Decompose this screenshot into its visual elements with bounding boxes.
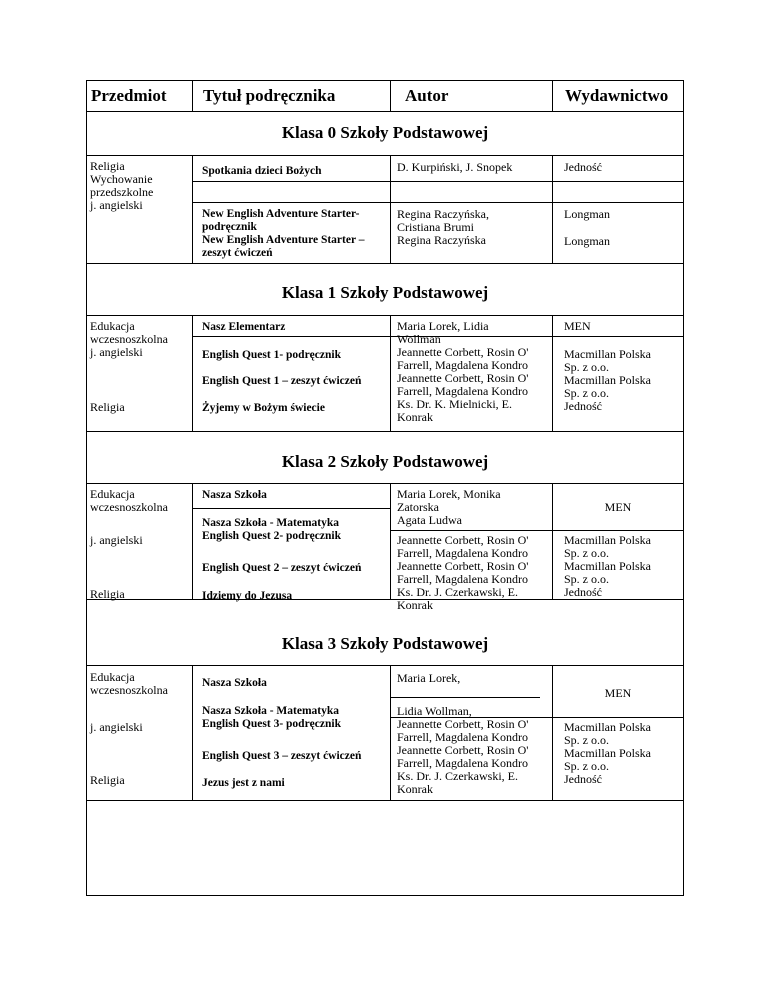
divider [192,315,193,431]
header-przedmiot: Przedmiot [91,86,167,105]
publisher-cell: Longman [564,234,610,248]
divider [192,181,683,182]
divider [87,431,683,432]
title-cell: Nasza Szkoła - Matematyka English Quest 2- podręcznik [202,517,341,542]
author-cell: Lidia Wollman, Jeannette Corbett, Rosin O' Farrell, Magdalena Kondro Jeannette Corbett, Rosin O' Farrell, Magdalena Kondro Ks. Dr. J. Czerkawski, E. Konrak [397,704,529,796]
publisher-cell: Macmillan Polska Sp. z o.o. Macmillan Polska Sp. z o.o. Jedność [564,720,651,786]
subject-cell: Edukacja wczesnoszkolna [90,670,168,697]
divider [552,155,553,263]
publisher-cell: Macmillan Polska Sp. z o.o. Macmillan Polska Sp. z o.o. Jedność [564,347,651,413]
author-cell: Regina Raczyńska, Cristiana Brumi Regina Raczyńska [397,207,489,247]
section-title-klasa-1: Klasa 1 Szkoły Podstawowej [281,283,489,302]
divider [87,800,683,801]
divider [192,483,193,599]
subject-cell: Edukacja wczesnoszkolna [90,487,168,514]
divider [87,263,683,264]
divider [390,697,540,698]
divider [87,315,683,316]
publisher-cell: Macmillan Polska Sp. z o.o. Macmillan Polska Sp. z o.o. Jedność [564,533,651,599]
subject-cell: Religia Wychowanie przedszkolne j. angielski [90,159,154,212]
title-cell: English Quest 2 – zeszyt ćwiczeń [202,562,362,574]
divider [552,665,553,800]
subject-cell: Religia [90,400,125,414]
divider [192,81,193,111]
divider [87,483,683,484]
subject-cell: j. angielski [90,720,143,734]
textbook-table [86,80,684,896]
subject-cell: Edukacja wczesnoszkolna j. angielski [90,319,168,359]
author-cell: Jeannette Corbett, Rosin O' Farrell, Magdalena Kondro Jeannette Corbett, Rosin O' Farrell, Magdalena Kondro Ks. Dr. J. Czerkawski, E. Konrak [397,533,529,612]
divider [390,665,391,800]
author-cell: Maria Lorek, Monika Zatorska Agata Ludwa [397,487,501,527]
header-autor: Autor [405,86,449,105]
section-title-klasa-2: Klasa 2 Szkoły Podstawowej [281,452,489,471]
title-cell: English Quest 1 – zeszyt ćwiczeń [202,375,362,387]
author-cell: Maria Lorek, Lidia Wollman Jeannette Corbett, Rosin O' Farrell, Magdalena Kondro Jeannette Corbett, Rosin O' Farrell, Magdalena Kondro Ks. Dr. K. Mielnicki, E. Konrak [397,319,529,424]
title-cell: English Quest 1- podręcznik [202,349,341,361]
divider [87,665,683,666]
subject-cell: Religia [90,587,125,601]
section-title-klasa-3: Klasa 3 Szkoły Podstawowej [281,634,489,653]
title-cell: Nasza Szkoła - Matematyka English Quest 3- podręcznik [202,705,341,730]
divider [552,315,553,431]
header-wydawnictwo: Wydawnictwo [565,86,669,105]
title-cell: Nasz Elementarz [202,321,286,333]
subject-cell: j. angielski [90,533,143,547]
divider [552,81,553,111]
subject-cell: Religia [90,773,125,787]
divider [192,665,193,800]
title-cell: Żyjemy w Bożym świecie [202,402,325,414]
title-cell: Idziemy do Jezusa [202,590,293,602]
divider [87,155,683,156]
title-cell: English Quest 3 – zeszyt ćwiczeń [202,750,362,762]
title-cell: Nasza Szkoła [202,489,267,501]
publisher-cell: Jedność [564,160,602,174]
divider [192,155,193,263]
publisher-cell: MEN [604,500,632,514]
divider [390,483,391,599]
divider [390,155,391,263]
author-cell: Maria Lorek, [397,671,461,685]
publisher-cell: MEN [604,686,632,700]
header-tytul: Tytuł podręcznika [203,86,336,105]
section-title-klasa-0: Klasa 0 Szkoły Podstawowej [281,123,489,142]
title-cell: Spotkania dzieci Bożych [202,165,322,177]
divider [192,202,683,203]
author-cell: D. Kurpiński, J. Snopek [397,160,513,174]
title-cell: New English Adventure Starter-podręcznik New English Adventure Starter – zeszyt ćwiczeń [202,208,365,259]
divider [87,111,683,112]
title-cell: Nasza Szkoła [202,677,267,689]
divider [390,315,391,431]
divider [390,530,683,531]
publisher-cell: MEN [564,319,591,333]
divider [192,508,390,509]
title-cell: Jezus jest z nami [202,777,285,789]
divider [390,81,391,111]
publisher-cell: Longman [564,207,610,221]
